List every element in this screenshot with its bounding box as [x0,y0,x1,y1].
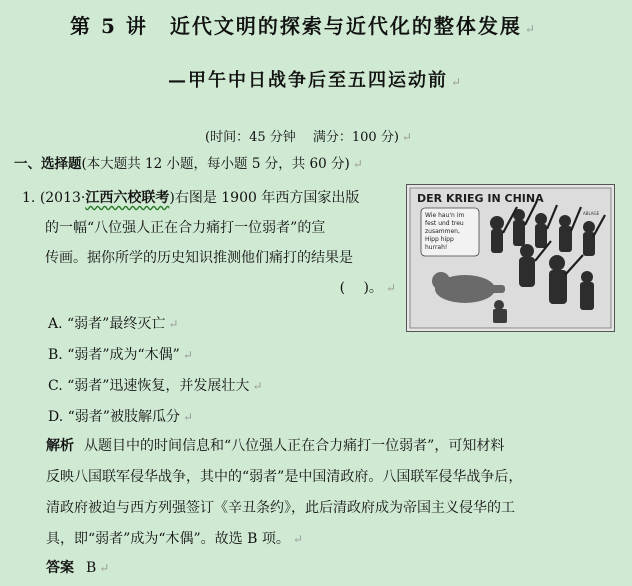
option-d [48,402,263,433]
lesson-subtitle-text: —甲午中日战争后至五四运动前 [168,70,448,91]
section-note: (本大题共 12 小题，每小题 5 分，共 60 分) [81,156,350,172]
corner-mark: ABLAGE [583,211,600,216]
return-mark-icon: ↵ [99,561,110,575]
speech-line: Hipp hipp [425,236,454,243]
analysis-block [46,431,614,555]
return-mark-icon: ↵ [182,348,193,362]
option-text: D. “弱者”被肢解瓜分 [48,409,180,425]
return-mark-icon: ↵ [451,75,464,89]
option-text: B. “弱者”成为“木偶” [48,347,180,363]
analysis-text: 反映八国联军侵华战争，其中的“弱者”是中国清政府。八国联军侵华战争后， [46,469,523,485]
lesson-title [70,10,537,39]
speech-line: zusammen, [425,228,460,235]
answer-line [46,557,109,577]
section-title: 一、选择题 [14,156,82,172]
analysis-line [46,462,614,493]
question-prefix: (2013· [39,190,86,206]
speech-line: hurrah! [425,244,448,251]
cartoon-caption: DER KRIEG IN CHINA [417,192,544,205]
answer-label: 答案 [46,560,74,576]
question-line-3: 传画。据你所学的历史知识推测他们痛打的结果是 [45,250,353,266]
option-c [48,371,263,402]
lesson-subtitle [168,66,463,92]
answer-options [48,309,263,433]
exam-meta-text: (时间：45 分钟 满分：100 分) [205,130,399,145]
return-mark-icon: ↵ [292,532,303,546]
analysis-text: 从题目中的时间信息和“八位强人正在合力痛打一位弱者”，可知材料 [84,438,505,454]
question-number: 1. [22,190,36,206]
return-mark-icon: ↵ [182,410,194,424]
option-text: C. “弱者”迅速恢复，并发展壮大 [48,378,250,394]
speech-line: fest und treu [425,220,464,227]
return-mark-icon: ↵ [252,379,263,393]
option-a [48,309,263,340]
question-line-2: 的一幅“八位强人正在合力痛打一位弱者”的宣 [45,220,326,236]
return-mark-icon: ↵ [401,130,412,144]
exam-meta [205,126,412,145]
answer-blank-text: ( )。 [339,280,383,296]
analysis-line [46,493,614,524]
analysis-text: 具，即“弱者”成为“木偶”。故选 B 项。 [46,531,290,547]
return-mark-icon: ↵ [352,157,363,171]
analysis-label: 解析 [46,438,74,454]
section-heading [14,152,363,172]
return-mark-icon: ↵ [385,281,396,295]
return-mark-icon: ↵ [168,317,179,331]
propaganda-cartoon-image [406,184,615,332]
question-stem [22,183,402,303]
cartoon-illustration [407,185,614,331]
speech-line: Wie hau'n im [425,212,465,219]
question-suffix: )右图是 1900 年西方国家出版 [169,190,360,206]
option-b [48,340,263,371]
answer-value: B [86,560,97,576]
option-text: A. “弱者”最终灭亡 [48,316,166,332]
analysis-line [46,524,614,555]
lesson-title-text: 第 5 讲 近代文明的探索与近代化的整体发展 [70,14,522,38]
question-source: 江西六校联考 [85,190,170,206]
answer-blank [22,273,402,303]
analysis-text: 清政府被迫与西方列强签订《辛丑条约》，此后清政府成为帝国主义侵华的工 [46,500,515,516]
return-mark-icon: ↵ [524,22,537,36]
analysis-line [46,431,614,462]
